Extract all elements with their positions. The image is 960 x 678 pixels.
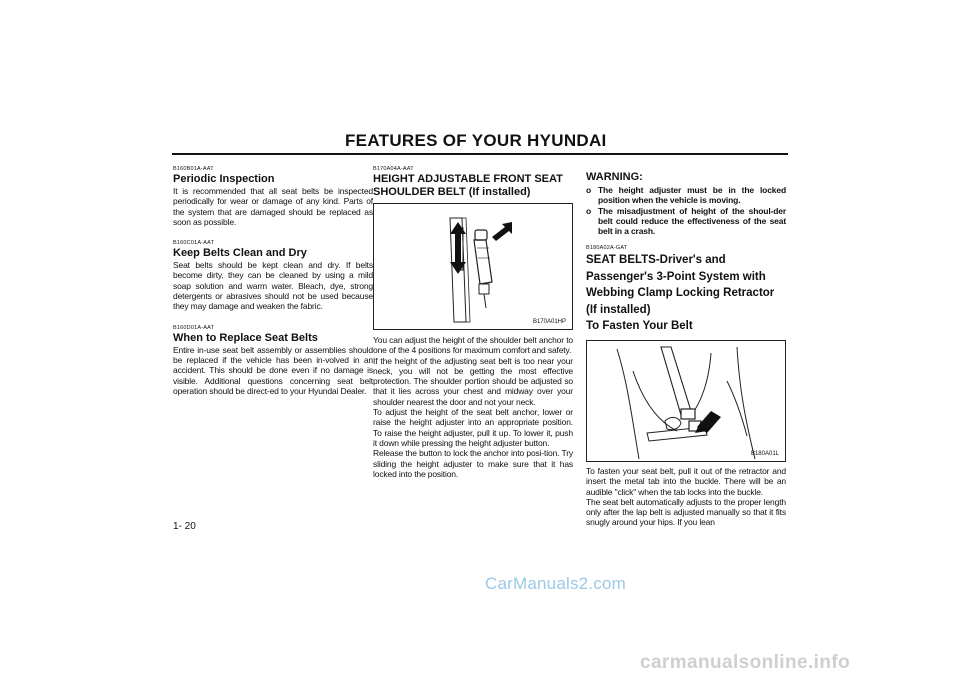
column-left — [173, 166, 373, 409]
section-body: Entire in-use seat belt assembly or assemblies should be replaced if the vehicle has been in-volved in an accident. This should be done even if no damage is visible. Additional questions concerning seat belt operation should be direct-ed to your Hyundai Dealer. — [173, 344, 373, 396]
section-code: B160C01A-AAT — [173, 240, 215, 247]
section-heading: When to Replace Seat Belts — [173, 331, 318, 344]
column-middle — [373, 166, 573, 479]
section-body: To fasten your seat belt, pull it out of the retractor and insert the metal tab into the buckle. There will be an audible "click" when the tab locks into the buckle. The seat belt automatically adjusts to the proper length only after the lap belt is adjusted manually so that it fits snugly around your hips. If you lean — [586, 465, 786, 528]
section-heading-line2: SHOULDER BELT (If installed) — [373, 186, 531, 198]
page-number: 1- 20 — [173, 521, 196, 532]
section-code: B170A04A-AAT — [373, 166, 414, 172]
section-heading-line: SEAT BELTS-Driver's and — [586, 254, 726, 267]
warning-title: WARNING: — [586, 171, 643, 183]
figure-label: B180A01L — [750, 450, 779, 457]
title-divider — [172, 153, 788, 155]
page-title: FEATURES OF YOUR HYUNDAI — [345, 131, 607, 150]
section-body: You can adjust the height of the shoulder belt anchor to one of the 4 positions for maximum comfort and safety. If the height of the adjusting seat belt is too near your neck, you will not be getting the most effective protection. The shoulder portion should be adjusted so that it lies across your chest and midway over your shoulder nearest the door and not your neck. To adjust the height of the seat belt anchor, lower or raise the height adjuster into an appropriate position. To raise the height adjuster, pull it up. To lower it, push it down while pressing the height adjuster button. Release the button to lock the anchor into posi-tion. Try sliding the height adjuster to make sure that it has locked into the position. — [373, 335, 573, 479]
bullet: o — [586, 185, 592, 195]
warning-item — [586, 185, 786, 206]
watermark-carmanuals[interactable]: CarManuals2.com — [485, 574, 626, 593]
fasten-belt-illustration — [587, 341, 785, 461]
warning-list — [586, 185, 786, 236]
section-heading-line: (If installed) — [586, 303, 651, 316]
section-heading: Periodic Inspection — [173, 173, 275, 185]
section-heading: Keep Belts Clean and Dry — [173, 247, 307, 260]
section-heading-line1: HEIGHT ADJUSTABLE FRONT SEAT — [373, 173, 563, 185]
section-periodic-inspection — [173, 166, 373, 227]
height-adjuster-figure — [373, 203, 573, 330]
figure-label: B170A01HP — [532, 319, 566, 325]
section-keep-belts-clean — [173, 240, 373, 311]
section-heading-line: To Fasten Your Belt — [586, 320, 693, 333]
section-heading-line: Passenger's 3-Point System with — [586, 270, 766, 283]
section-code: B160B01A-AAT — [173, 166, 214, 172]
section-body: It is recommended that all seat belts be inspected periodically for wear or damage of any kind. Parts of the system that are damaged should be replaced as soon as possible. — [173, 186, 373, 227]
warning-text: The misadjustment of height of the shoul-der belt could reduce the effectiveness of the seat belt in a crash. — [598, 205, 786, 237]
watermark-carmanualsonline[interactable]: carmanualsonline.info — [640, 652, 851, 673]
fasten-belt-figure — [586, 340, 786, 462]
section-heading-line: Webbing Clamp Locking Retractor — [586, 287, 775, 300]
section-code: B180A02A-GAT — [586, 245, 628, 252]
section-replace-seat-belts — [173, 325, 373, 396]
column-right — [586, 171, 786, 528]
section-body: Seat belts should be kept clean and dry. If belts become dirty, they can be cleaned by using a mild soap solution and warm water. Bleach, dye, strong detergents or abrasives should not be used because they may damage and weaken the fabric. — [173, 260, 373, 312]
warning-text: The height adjuster must be in the locked position when the vehicle is moving. — [598, 185, 786, 206]
warning-item — [586, 206, 786, 237]
bullet: o — [586, 205, 592, 216]
section-code: B160D01A-AAT — [173, 324, 215, 331]
height-adjuster-illustration — [374, 204, 572, 329]
